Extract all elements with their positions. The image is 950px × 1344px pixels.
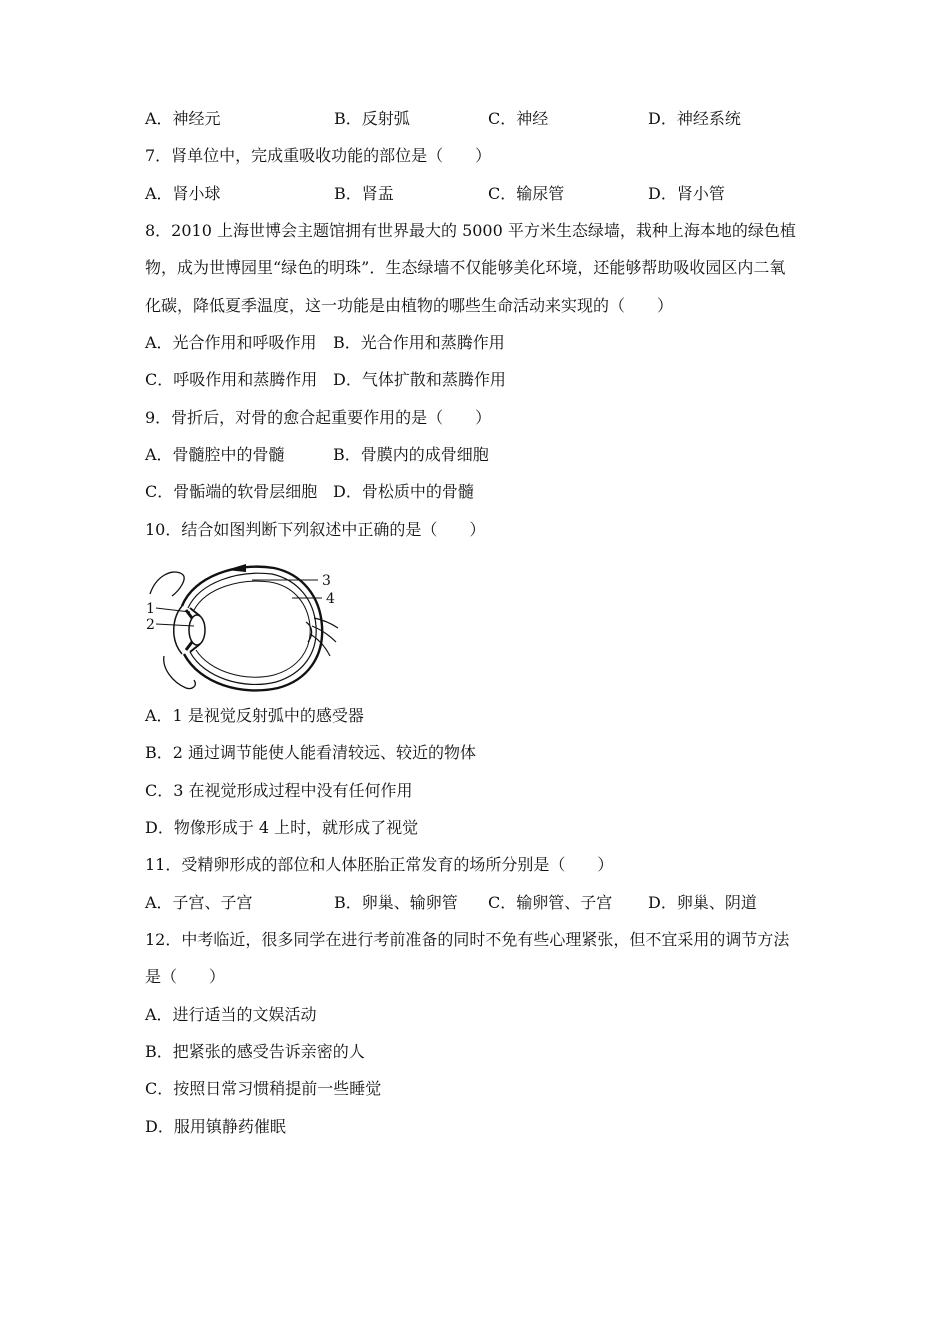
q9-option-d: D．骨松质中的骨髓 <box>333 482 474 501</box>
q12-option-c: C．按照日常习惯稍提前一些睡觉 <box>145 1079 382 1098</box>
q9-option-a: A．骨髓腔中的骨髓 <box>145 445 285 464</box>
q8-option-c: C．呼吸作用和蒸腾作用 <box>145 370 318 389</box>
q8-option-b: B．光合作用和蒸腾作用 <box>333 333 505 352</box>
q7-option-d: D．肾小管 <box>648 184 725 203</box>
q10-option-d: D．物像形成于 4 上时，就形成了视觉 <box>145 818 419 837</box>
q9-option-c: C．骨骺端的软骨层细胞 <box>145 482 318 501</box>
q12-stem-line-1: 12．中考临近，很多同学在进行考前准备的同时不免有些心理紧张，但不宜采用的调节方法 <box>145 930 790 949</box>
q10-stem: 10．结合如图判断下列叙述中正确的是（ ） <box>145 520 486 539</box>
q11-option-b: B．卵巢、输卵管 <box>334 893 458 912</box>
q6-option-c: C．神经 <box>488 109 549 128</box>
q6-option-d: D．神经系统 <box>648 109 741 128</box>
q11-option-d: D．卵巢、阴道 <box>648 893 757 912</box>
q12-stem-line-2: 是（ ） <box>145 967 226 986</box>
q8-stem-line-2: 物，成为世博园里“绿色的明珠”．生态绿墙不仅能够美化环境，还能够帮助吸收园区内二氧 <box>145 258 786 277</box>
q8-stem-line-3: 化碳，降低夏季温度，这一功能是由植物的哪些生命活动来实现的（ ） <box>145 296 674 315</box>
q12-option-b: B．把紧张的感受告诉亲密的人 <box>145 1042 365 1061</box>
q10-option-a: A．1 是视觉反射弧中的感受器 <box>145 706 364 725</box>
q7-option-b: B．肾盂 <box>334 184 394 203</box>
figure-label-4: 4 <box>326 591 335 607</box>
eyeball-diagram <box>142 556 342 696</box>
q11-option-a: A．子宫、子宫 <box>145 893 253 912</box>
q11-stem: 11．受精卵形成的部位和人体胚胎正常发育的场所分别是（ ） <box>145 855 614 874</box>
q12-option-d: D．服用镇静药催眠 <box>145 1117 286 1136</box>
figure-label-1: 1 <box>146 601 155 617</box>
q6-option-b: B．反射弧 <box>334 109 410 128</box>
q8-stem-line-1: 8．2010 上海世博会主题馆拥有世界最大的 5000 平方米生态绿墙，栽种上海本地的绿色植 <box>145 221 796 240</box>
eyeball-diagram-svg <box>142 556 342 696</box>
q8-option-d: D．气体扩散和蒸腾作用 <box>333 370 506 389</box>
figure-label-3: 3 <box>322 573 331 589</box>
q10-option-b: B．2 通过调节能使人能看清较远、较近的物体 <box>145 743 477 762</box>
q10-option-c: C．3 在视觉形成过程中没有任何作用 <box>145 781 413 800</box>
q9-option-b: B．骨膜内的成骨细胞 <box>333 445 489 464</box>
q7-stem: 7．肾单位中，完成重吸收功能的部位是（ ） <box>145 146 492 165</box>
q12-option-a: A．进行适当的文娱活动 <box>145 1005 317 1024</box>
q8-option-a: A．光合作用和呼吸作用 <box>145 333 317 352</box>
q6-option-a: A．神经元 <box>145 109 221 128</box>
figure-label-2: 2 <box>146 617 155 633</box>
q11-option-c: C．输卵管、子宫 <box>488 893 613 912</box>
q9-stem: 9．骨折后，对骨的愈合起重要作用的是（ ） <box>145 408 492 427</box>
q7-option-a: A．肾小球 <box>145 184 221 203</box>
q7-option-c: C．输尿管 <box>488 184 565 203</box>
